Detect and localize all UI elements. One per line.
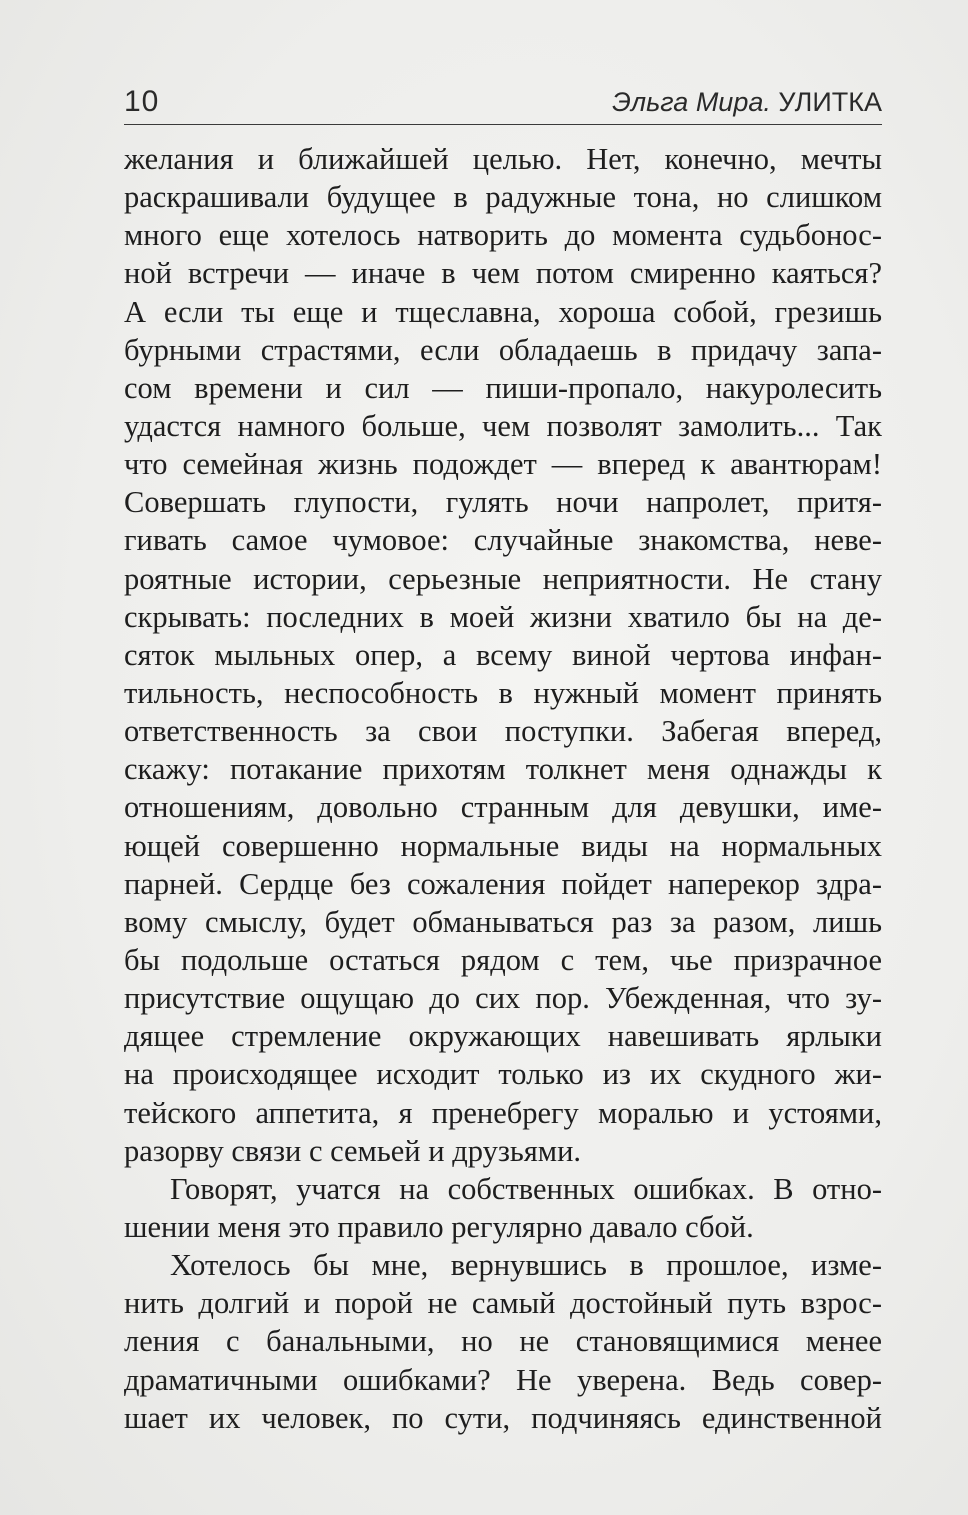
text-line: раскрашивали будущее в радужные тона, но слишком — [124, 180, 882, 215]
page-number: 10 — [124, 85, 160, 118]
text-line: Хотелось бы мне, вернувшись в прошлое, изме- — [170, 1248, 882, 1283]
text-line: дящее стремление окружающих навешивать ярлыки — [124, 1019, 882, 1054]
text-line: удастся намного больше, чем позволят замолить... Так — [124, 408, 882, 443]
text-line: бурными страстями, если обладаешь в придачу запа- — [124, 332, 882, 367]
running-head — [612, 84, 882, 120]
text-line: на происходящее исходит только из их скудного жи- — [124, 1057, 882, 1092]
text-line: тильность, неспособность в нужный момент принять — [124, 675, 882, 710]
text-line: роятные истории, серьезные неприятности. Не стану — [124, 561, 882, 596]
text-line: ной встречи — иначе в чем потом смиренно каяться? — [124, 256, 882, 291]
text-line: Совершать глупости, гулять ночи напролет, притя- — [124, 485, 882, 520]
text-line: А если ты еще и тщеславна, хороша собой, грезишь — [124, 294, 882, 329]
text-line: много еще хотелось натворить до момента судьбонос- — [124, 218, 882, 253]
text-line: сом времени и сил — пиши-пропало, накуролесить — [124, 370, 882, 405]
running-head-author: Эльга Мира. — [612, 87, 771, 117]
text-line: гивать самое чумовое: случайные знакомства, неве- — [124, 523, 882, 558]
header-rule — [124, 124, 882, 125]
page-header — [124, 84, 882, 120]
text-line: парней. Сердце без сожаления пойдет наперекор здра- — [124, 866, 882, 901]
text-line: вому смыслу, будет обманываться раз за разом, лишь — [124, 904, 882, 939]
text-line: разорву связи с семьей и друзьями. — [124, 1133, 582, 1168]
text-line: драматичными ошибками? Не уверена. Ведь совер- — [124, 1362, 882, 1397]
text-line: ления с банальными, но не становящимися менее — [124, 1324, 882, 1359]
text-line: отношениям, довольно странным для девушки, име- — [124, 790, 882, 825]
body-text — [124, 140, 882, 1437]
text-line: шении меня это правило регулярно давало сбой. — [124, 1209, 754, 1244]
text-line: что семейная жизнь подождет — вперед к авантюрам! — [124, 447, 882, 482]
text-line: скажу: потакание прихотям толкнет меня однажды к — [124, 752, 882, 787]
text-line: нить долгий и порой не самый достойный путь взрос- — [124, 1286, 882, 1321]
text-line: желания и ближайшей целью. Нет, конечно, мечты — [124, 142, 882, 176]
text-line: Говорят, учатся на собственных ошибках. В отно- — [170, 1171, 882, 1206]
running-head-title: УЛИТКА — [778, 87, 882, 117]
text-line: шает их человек, по сути, подчиняясь единственной — [124, 1400, 882, 1435]
text-line: тейского аппетита, я пренебрегу моралью и устоями, — [124, 1095, 882, 1130]
text-line: скрывать: последних в моей жизни хватило бы на де- — [124, 599, 882, 634]
text-line: ющей совершенно нормальные виды на нормальных — [124, 828, 882, 863]
text-line: ответственность за свои поступки. Забегая вперед, — [124, 714, 882, 749]
text-line: присутствие ощущаю до сих пор. Убежденная, что зу- — [124, 981, 882, 1016]
text-line: бы подольше остаться рядом с тем, чье призрачное — [124, 942, 882, 977]
text-line: сяток мыльных опер, а всему виной чертова инфан- — [124, 637, 882, 672]
